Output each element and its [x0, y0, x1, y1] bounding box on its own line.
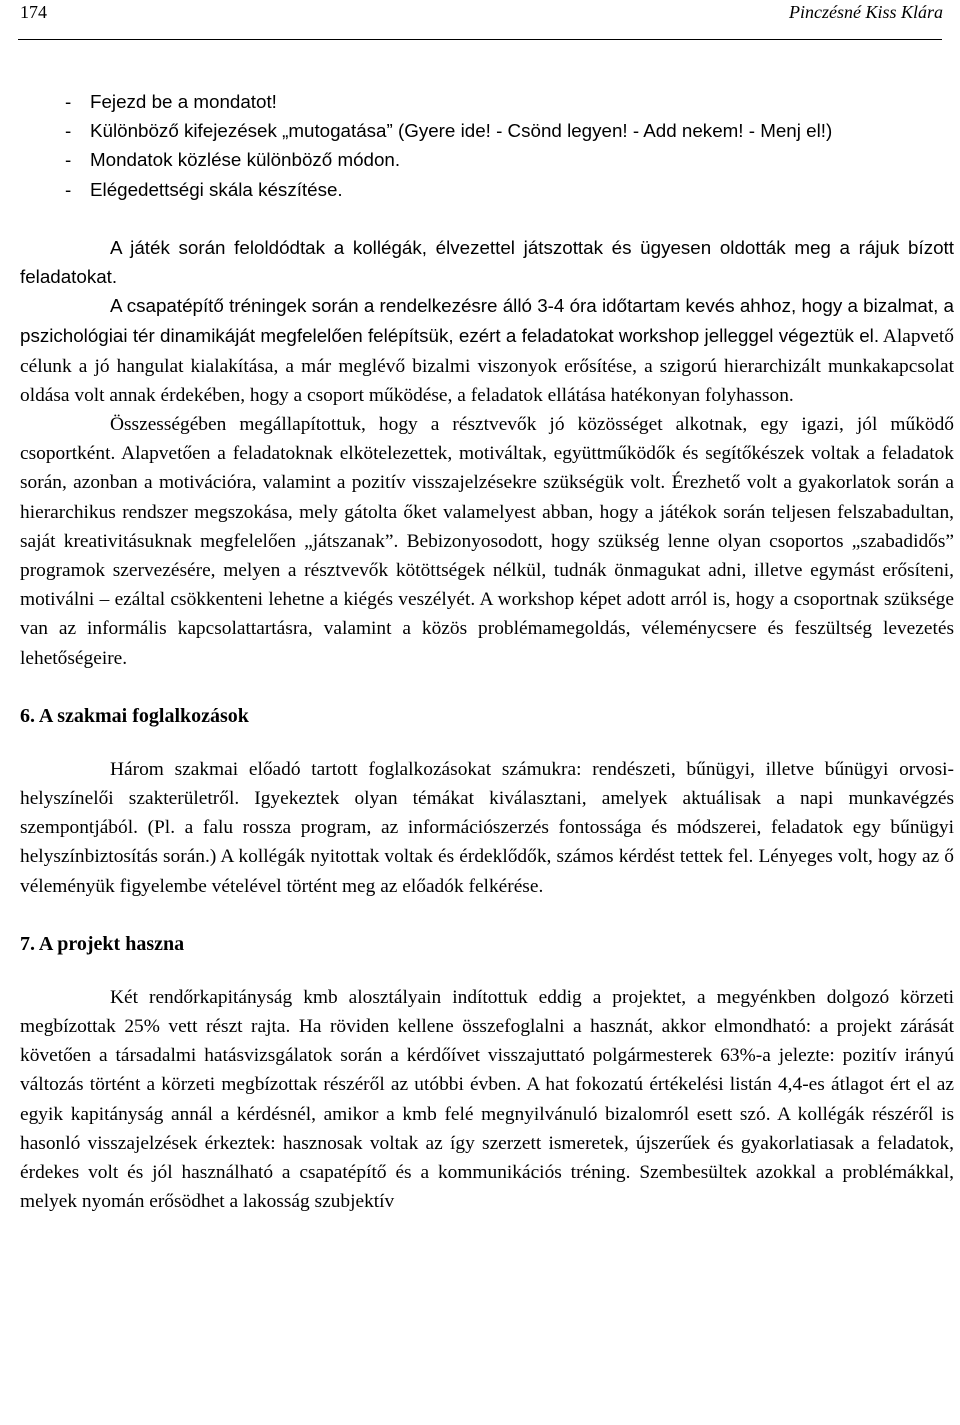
list-item-text: Különböző kifejezések „mutogatása” (Gyere ide! - Csönd legyen! - Add nekem! - Menj el!): [90, 120, 833, 142]
exercise-list: [20, 87, 954, 204]
paragraph-teambuilding-part2: Alapvető célunk a jó hangulat kialakítása, a már meglévő bizalmi viszonyok erősítése, a szigorú hierarchizált munkakapcsolat oldása volt annak érdekében, hogy a csoport működése, a feladatok ellátása hatékonyan folyhasson.: [20, 326, 954, 406]
paragraph-game-outcome: A játék során feloldódtak a kollégák, élvezettel játszottak és ügyesen oldották meg a rájuk bízott feladatokat.: [20, 236, 954, 288]
list-dash: -: [65, 178, 72, 200]
page-header: [0, 0, 960, 44]
list-dash: -: [65, 120, 72, 142]
list-item: [20, 116, 930, 145]
page-number: 174: [20, 2, 47, 22]
paragraph-project-benefits: Két rendőrkapitányság kmb alosztályain indítottuk eddig a projektet, a megyénkben dolgozó körzeti megbízottak 25% vett részt rajta. Ha röviden kellene összefoglalni a hasznát, akkor elmondható: a projekt zárását követően a társadalmi hatásvizsgálatok során a kérdőívet visszajuttató polgármesterek 63%-a jelezte: pozitív irányú változás történt a körzeti megbízottak részéről az utóbbi évben. A hat fokozatú értékelési listán 4,4-es átlagot ért el az egyik kapitányság annál a kérdésnél, amikor a kmb felé megnyilvánuló bizalomról esett szó. A kollégák részéről is hasonló visszajelzések érkeztek: hasznosak voltak az így szerzett ismeretek, újszerűek és gyakorlatiasak a feladatok, érdekes volt és jól használható a csapatépítő és a kommunikációs tréning. Szembesültek azokkal a problémákkal, melyek nyomán erősödhet a lakosság szubjektív: [20, 986, 954, 1213]
list-dash: -: [65, 149, 72, 171]
list-item: [20, 145, 930, 174]
list-dash: -: [65, 91, 72, 112]
list-item-text: Fejezd be a mondatot!: [90, 91, 277, 112]
header-rule: [18, 39, 942, 40]
paragraph-professional-sessions: Három szakmai előadó tartott foglalkozásokat számukra: rendészeti, bűnügyi, illetve bűnügyi orvosi-helyszínelői szakterületről. Igyekeztek olyan témákat kiválasztani, amelyek aktuálisak a napi munkavégzés szempontjából. (Pl. a falu rossza program, az információszerzés fontossága és módszerei, feladatok egy bűnügyi helyszínbiztosítás során.) A kollégák nyitottak voltak és érdeklődők, számos kérdést tettek fel. Lényeges volt, hogy az ő véleményük figyelembe vételével történt meg az előadók felkérése.: [20, 758, 954, 897]
list-item-text: Mondatok közlése különböző módon.: [90, 149, 401, 171]
running-head-author: Pinczésné Kiss Klára: [788, 2, 943, 22]
section-heading-6: 6. A szakmai foglalkozások: [20, 704, 249, 727]
list-item: [20, 87, 930, 116]
section-heading-7: 7. A projekt haszna: [20, 932, 185, 955]
paragraph-summary: Összességében megállapítottuk, hogy a résztvevők jó közösséget alkotnak, egy igazi, jól működő csoportként. Alapvetően a feladatoknak elkötelezettek, motiváltak, együttműködők és segítőkészek voltak a feladatok során, azonban a motivációra, valamint a pozitív visszajelzésekre szükségük volt. Érezhető volt a gyakorlatok során a hierarchikus rendszer megszokása, mely gátolta őket valamelyest abban, hogy a játékok során teljesen felszabadultan, saját kreativitásuknak megfelelően „játszanak”. Bebizonyosodott, hogy szükség lenne olyan csoportos „szabadidős” programok szervezésére, melyen a résztvevők kötöttségek nélkül, tudnák önmagukat adni, illetve egymást erősíteni, motiválni – ezáltal csökkenteni lehetne a kiégés veszélyét. A workshop képet adott arról is, hogy a csoportnak szüksége van az informális kapcsolattartásra, valamint a közös problémamegoldás, véleménycsere és feszültség levezetés lehetőségeire.: [20, 414, 954, 669]
page-body: [20, 87, 954, 1217]
list-item-text: Elégedettségi skála készítése.: [90, 178, 343, 200]
list-item: [20, 175, 930, 204]
paragraph-teambuilding-part1: A csapatépítő tréningek során a rendelkezésre álló 3-4 óra időtartam kevés ahhoz, hogy a bizalmat, a pszichológiai tér dinamikáját megfelelően felépítsük, ezért a feladatokat workshop jelleggel végeztük el.: [20, 295, 954, 347]
paragraph-teambuilding: [20, 291, 954, 410]
